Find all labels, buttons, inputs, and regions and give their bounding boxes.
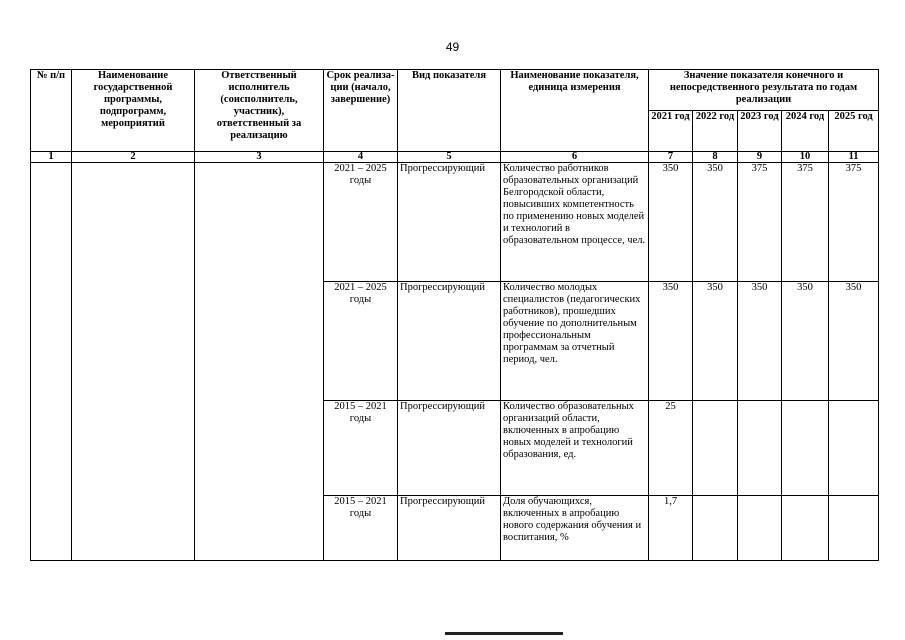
cell-value: 1,7 (649, 496, 693, 561)
column-number: 4 (324, 152, 398, 163)
cell-value (693, 401, 738, 496)
header-values-group: Значение показателя конечного и непосредственного результата по годам реализации (649, 70, 879, 111)
cell-period: 2015 – 2021 годы (324, 496, 398, 561)
cell-value: 25 (649, 401, 693, 496)
header-year: 2023 год (738, 111, 782, 152)
cell-indicator-name: Количество молодых специалистов (педагогических работников), прошедших обучение по дополнительным профессиональным программам за отчетный период, чел. (501, 282, 649, 401)
scan-artifact-line (445, 632, 563, 635)
column-number: 10 (782, 152, 829, 163)
cell-value: 350 (693, 163, 738, 282)
column-number: 2 (72, 152, 195, 163)
cell-value (738, 496, 782, 561)
cell-value: 375 (738, 163, 782, 282)
cell-value (738, 401, 782, 496)
cell-value (693, 496, 738, 561)
column-number: 8 (693, 152, 738, 163)
cell-indicator-name: Количество работников образовательных организаций Белгородской области, повысивших компетентность по применению новых моделей и технологий в образовательном процессе, чел. (501, 163, 649, 282)
column-number: 6 (501, 152, 649, 163)
cell-value: 350 (738, 282, 782, 401)
column-number: 1 (31, 152, 72, 163)
header-indicator-name: Наименование показателя, единица измерения (501, 70, 649, 152)
cell-value: 350 (782, 282, 829, 401)
cell-value (782, 496, 829, 561)
cell-indicator-type: Прогрессирующий (398, 163, 501, 282)
column-number: 9 (738, 152, 782, 163)
cell-value: 375 (782, 163, 829, 282)
column-number: 7 (649, 152, 693, 163)
header-executor: Ответственный исполнитель (соисполнитель, участник), ответственный за реализацию (195, 70, 324, 152)
cell-value: 375 (829, 163, 879, 282)
cell-number (31, 163, 72, 561)
header-number: № п/п (31, 70, 72, 152)
cell-indicator-type: Прогрессирующий (398, 401, 501, 496)
column-number: 3 (195, 152, 324, 163)
header-period: Срок реализа-ции (начало, завершение) (324, 70, 398, 152)
indicators-table (30, 69, 879, 561)
header-indicator-type: Вид показателя (398, 70, 501, 152)
header-program-name: Наименование государственной программы, подпрограмм, мероприятий (72, 70, 195, 152)
header-year: 2022 год (693, 111, 738, 152)
cell-indicator-name: Количество образовательных организаций области, включенных в апробацию новых моделей и технологий образования, ед. (501, 401, 649, 496)
cell-value (829, 401, 879, 496)
header-year: 2025 год (829, 111, 879, 152)
cell-executor (195, 163, 324, 561)
table-row (31, 163, 879, 282)
cell-value: 350 (649, 282, 693, 401)
cell-period: 2021 – 2025 годы (324, 163, 398, 282)
cell-value (829, 496, 879, 561)
page-number: 49 (445, 40, 460, 54)
column-number: 5 (398, 152, 501, 163)
column-number: 11 (829, 152, 879, 163)
cell-indicator-name: Доля обучающихся, включенных в апробацию нового содержания обучения и воспитания, % (501, 496, 649, 561)
cell-value: 350 (829, 282, 879, 401)
cell-program-name (72, 163, 195, 561)
cell-period: 2021 – 2025 годы (324, 282, 398, 401)
cell-value (782, 401, 829, 496)
header-year: 2021 год (649, 111, 693, 152)
header-year: 2024 год (782, 111, 829, 152)
cell-period: 2015 – 2021 годы (324, 401, 398, 496)
cell-value: 350 (649, 163, 693, 282)
cell-value: 350 (693, 282, 738, 401)
cell-indicator-type: Прогрессирующий (398, 496, 501, 561)
cell-indicator-type: Прогрессирующий (398, 282, 501, 401)
